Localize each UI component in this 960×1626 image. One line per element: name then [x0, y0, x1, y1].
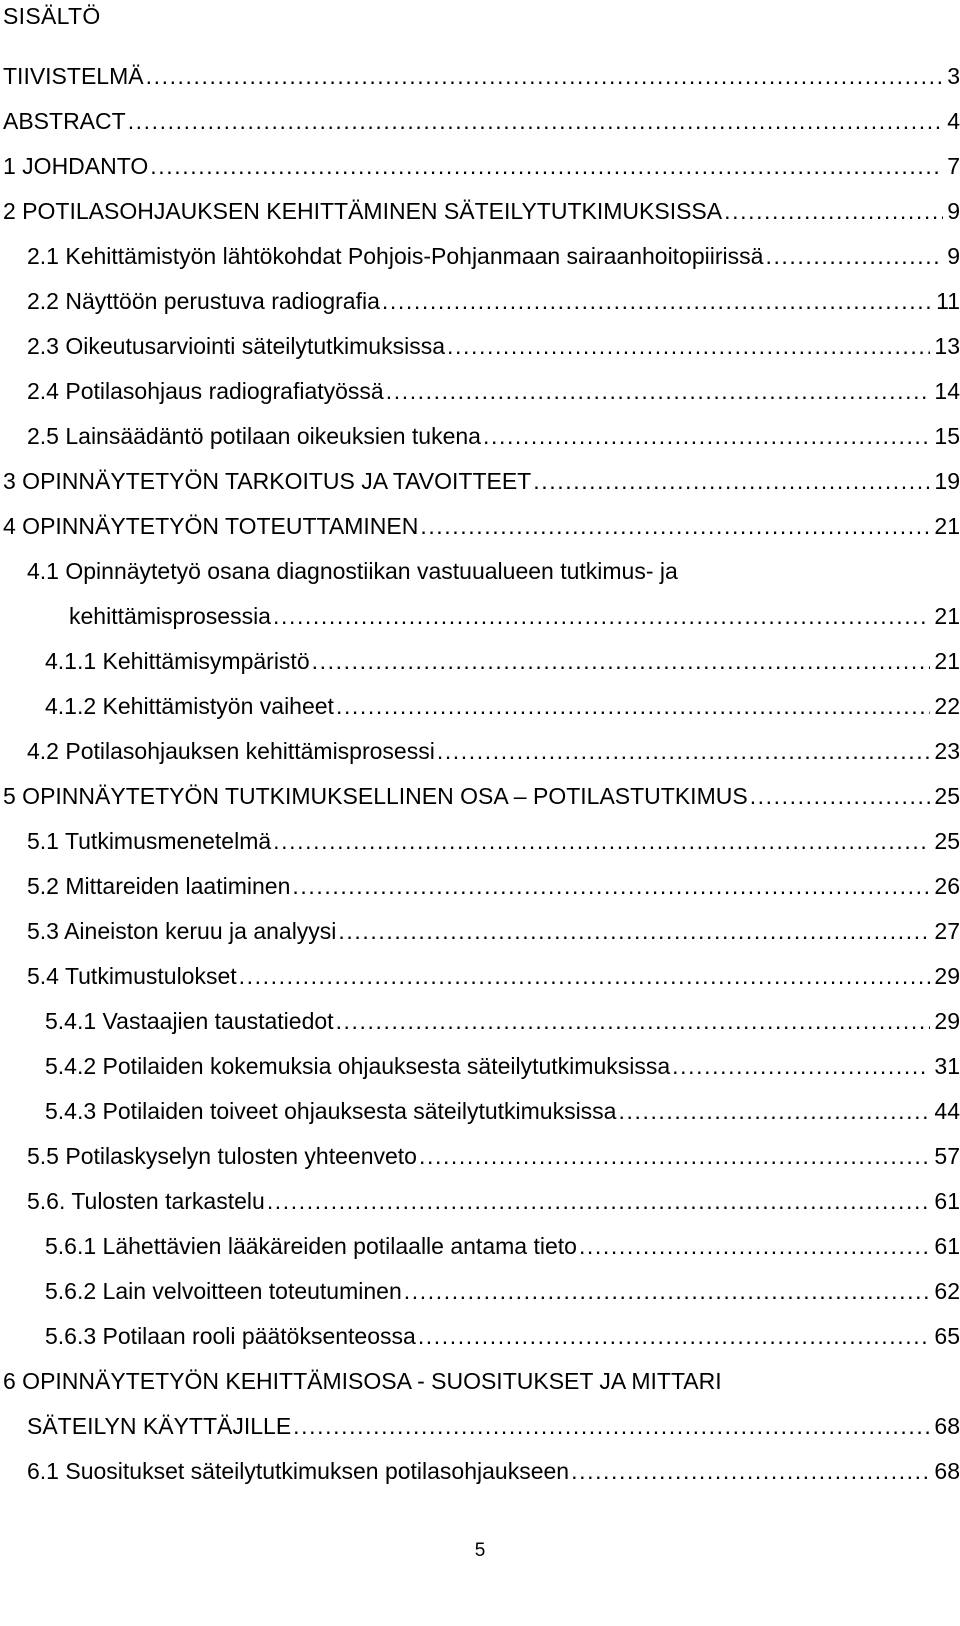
toc-leader-dots [419, 1138, 930, 1174]
toc-entry-5-6-1[interactable] [45, 1228, 960, 1264]
toc-entry-title: ABSTRACT [3, 108, 126, 134]
toc-entry-4-1-title[interactable]: 4.1 Opinnäytetyö osana diagnostiikan vastuualueen tutkimus- ja [27, 558, 678, 584]
toc-entry-page: 44 [934, 1098, 960, 1124]
toc-entry-title: 6.1 Suositukset säteilytutkimuksen potilasohjaukseen [27, 1458, 570, 1484]
toc-leader-dots [724, 193, 943, 229]
toc-entry-title: 5.4 Tutkimustulokset [27, 963, 237, 989]
toc-entry-page: 27 [934, 918, 960, 944]
toc-entry-title: 5.4.3 Potilaiden toiveet ohjauksesta säteilytutkimuksissa [45, 1098, 617, 1124]
toc-entry-title: 2.1 Kehittämistyön lähtökohdat Pohjois-Pohjanmaan sairaanhoitopiirissä [27, 243, 764, 269]
toc-entry-page: 25 [934, 828, 960, 854]
toc-entry-page: 21 [934, 603, 960, 629]
toc-entry-tiivistelma[interactable] [3, 58, 960, 94]
toc-entry-title: 2.4 Potilasohjaus radiografiatyössä [27, 378, 384, 404]
page-title: SISÄLTÖ [3, 3, 101, 29]
toc-entry-title: 5.4.1 Vastaajien taustatiedot [45, 1008, 334, 1034]
toc-entry-title: 5.5 Potilaskyselyn tulosten yhteenveto [27, 1143, 417, 1169]
toc-leader-dots [420, 508, 930, 544]
toc-leader-dots [273, 823, 930, 859]
toc-entry-title: 5.2 Mittareiden laatiminen [27, 873, 291, 899]
toc-entry-5-4-1[interactable] [45, 1003, 960, 1039]
toc-entry-page: 23 [934, 738, 960, 764]
toc-entry-page: 68 [934, 1413, 960, 1439]
toc-entry-page: 26 [934, 873, 960, 899]
page-number: 5 [474, 1540, 486, 1561]
toc-leader-dots [579, 1228, 930, 1264]
toc-entry-chapter-4[interactable] [3, 508, 960, 544]
toc-entry-2-4[interactable] [27, 373, 960, 409]
toc-entry-title: 2.3 Oikeutusarviointi säteilytutkimuksissa [27, 333, 445, 359]
toc-leader-dots [292, 868, 930, 904]
toc-entry-2-3[interactable] [27, 328, 960, 364]
toc-entry-page: 19 [934, 468, 960, 494]
toc-entry-title: 1 JOHDANTO [3, 153, 149, 179]
toc-entry-2-2[interactable] [27, 283, 960, 319]
toc-entry-page: 11 [936, 288, 960, 314]
toc-entry-page: 21 [934, 513, 960, 539]
toc-entry-page: 62 [934, 1278, 960, 1304]
toc-entry-title: 4 OPINNÄYTETYÖN TOTEUTTAMINEN [3, 513, 419, 539]
toc-entry-5-6-3[interactable] [45, 1318, 960, 1354]
toc-leader-dots [312, 643, 931, 679]
toc-leader-dots [239, 958, 931, 994]
toc-entry-title-continued: kehittämisprosessia [69, 603, 271, 629]
toc-entry-chapter-6-title[interactable]: 6 OPINNÄYTETYÖN KEHITTÄMISOSA - SUOSITUKSET JA MITTARI [3, 1368, 722, 1394]
toc-leader-dots [765, 238, 943, 274]
toc-entry-5-3[interactable] [27, 913, 960, 949]
toc-leader-dots [267, 1183, 931, 1219]
toc-entry-6-1[interactable] [27, 1453, 960, 1489]
toc-entry-page: 3 [947, 63, 960, 89]
toc-entry-page: 9 [947, 198, 960, 224]
toc-leader-dots [293, 1408, 930, 1444]
toc-leader-dots [386, 373, 931, 409]
toc-entry-title: 2.2 Näyttöön perustuva radiografia [27, 288, 380, 314]
toc-entry-chapter-3[interactable] [3, 463, 960, 499]
toc-leader-dots [618, 1093, 930, 1129]
toc-entry-page: 15 [934, 423, 960, 449]
toc-entry-page: 31 [934, 1053, 960, 1079]
toc-leader-dots [750, 778, 931, 814]
toc-entry-title: 2 POTILASOHJAUKSEN KEHITTÄMINEN SÄTEILYTUTKIMUKSISSA [3, 198, 723, 224]
toc-entry-chapter-6[interactable] [27, 1408, 960, 1444]
toc-entry-5-2[interactable] [27, 868, 960, 904]
toc-entry-title: 5.1 Tutkimusmenetelmä [27, 828, 272, 854]
toc-entry-5-4[interactable] [27, 958, 960, 994]
toc-leader-dots [437, 733, 931, 769]
toc-leader-dots [404, 1273, 931, 1309]
toc-leader-dots [447, 328, 930, 364]
toc-entry-5-4-2[interactable] [45, 1048, 960, 1084]
toc-leader-dots [273, 598, 930, 634]
toc-entry-4-1[interactable] [69, 598, 960, 634]
toc-leader-dots [146, 58, 944, 94]
toc-entry-5-5[interactable] [27, 1138, 960, 1174]
toc-entry-title: 2.5 Lainsäädäntö potilaan oikeuksien tukena [27, 423, 481, 449]
toc-entry-page: 29 [934, 1008, 960, 1034]
toc-leader-dots [571, 1453, 930, 1489]
toc-entry-5-6[interactable] [27, 1183, 960, 1219]
toc-entry-4-1-2[interactable] [45, 688, 960, 724]
toc-entry-2-5[interactable] [27, 418, 960, 454]
toc-entry-page: 7 [947, 153, 960, 179]
toc-entry-page: 65 [934, 1323, 960, 1349]
toc-entry-chapter-5[interactable] [3, 778, 960, 814]
toc-entry-page: 4 [947, 108, 960, 134]
toc-entry-title: 4.1.1 Kehittämisympäristö [45, 648, 310, 674]
toc-entry-5-1[interactable] [27, 823, 960, 859]
toc-entry-title: 3 OPINNÄYTETYÖN TARKOITUS JA TAVOITTEET [3, 468, 532, 494]
toc-entry-title: TIIVISTELMÄ [3, 63, 144, 89]
toc-entry-title: 5.6.1 Lähettävien lääkäreiden potilaalle antama tieto [45, 1233, 577, 1259]
toc-entry-5-4-3[interactable] [45, 1093, 960, 1129]
toc-entry-page: 13 [934, 333, 960, 359]
toc-entry-chapter-2[interactable] [3, 193, 960, 229]
toc-leader-dots [382, 283, 932, 319]
toc-entry-page: 14 [934, 378, 960, 404]
toc-entry-4-1-1[interactable] [45, 643, 960, 679]
toc-entry-page: 57 [934, 1143, 960, 1169]
toc-entry-page: 25 [934, 783, 960, 809]
toc-entry-5-6-2[interactable] [45, 1273, 960, 1309]
toc-entry-title: 5.6. Tulosten tarkastelu [27, 1188, 265, 1214]
toc-entry-page: 21 [934, 648, 960, 674]
toc-entry-title: 5.6.3 Potilaan rooli päätöksenteossa [45, 1323, 416, 1349]
toc-entry-2-1[interactable] [27, 238, 960, 274]
toc-leader-dots [483, 418, 930, 454]
toc-leader-dots [150, 148, 943, 184]
toc-leader-dots [128, 103, 944, 139]
toc-entry-title: 5.6.2 Lain velvoitteen toteutuminen [45, 1278, 402, 1304]
toc-leader-dots [418, 1318, 931, 1354]
toc-entry-title: 4.2 Potilasohjauksen kehittämisprosessi [27, 738, 435, 764]
toc-entry-page: 68 [934, 1458, 960, 1484]
toc-entry-page: 61 [934, 1188, 960, 1214]
toc-entry-page: 29 [934, 963, 960, 989]
toc-leader-dots [672, 1048, 930, 1084]
toc-entry-title: 5.4.2 Potilaiden kokemuksia ohjauksesta säteilytutkimuksissa [45, 1053, 671, 1079]
toc-entry-page: 61 [934, 1233, 960, 1259]
toc-entry-title-continued: SÄTEILYN KÄYTTÄJILLE [27, 1413, 292, 1439]
toc-entry-4-2[interactable] [27, 733, 960, 769]
toc-entry-page: 22 [934, 693, 960, 719]
toc-leader-dots [336, 688, 930, 724]
toc-entry-page: 9 [947, 243, 960, 269]
toc-entry-title: 4.1.2 Kehittämistyön vaiheet [45, 693, 334, 719]
toc-leader-dots [338, 913, 930, 949]
toc-entry-johdanto[interactable] [3, 148, 960, 184]
toc-entry-title: 5 OPINNÄYTETYÖN TUTKIMUKSELLINEN OSA – POTILASTUTKIMUS [3, 783, 748, 809]
toc-leader-dots [533, 463, 930, 499]
toc-leader-dots [336, 1003, 931, 1039]
toc-entry-title: 5.3 Aineiston keruu ja analyysi [27, 918, 337, 944]
toc-entry-abstract[interactable] [3, 103, 960, 139]
